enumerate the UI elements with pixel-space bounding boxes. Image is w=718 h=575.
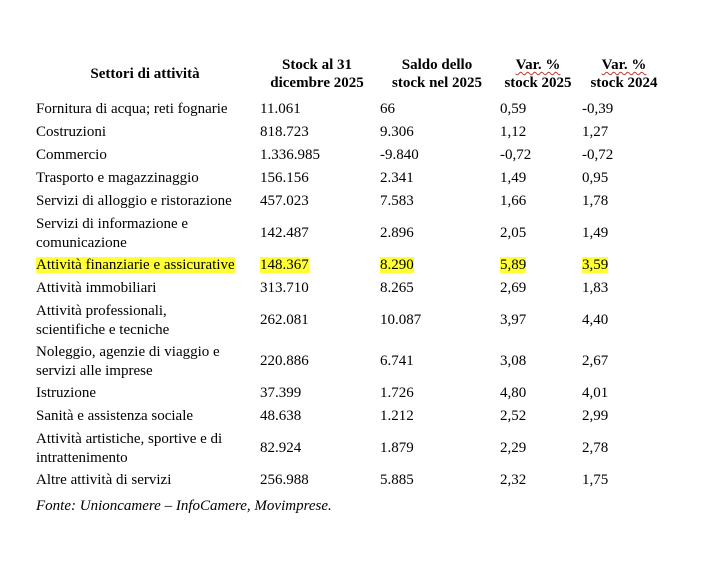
- cell-saldo: [377, 167, 497, 190]
- cell-sector: [33, 254, 257, 277]
- cell-var-2025-text: 2,52: [500, 408, 527, 424]
- cell-sector: [33, 144, 257, 167]
- cell-var-2024-text: 1,78: [582, 193, 609, 209]
- cell-var-2025-text: -0,72: [500, 147, 532, 163]
- table-row: [33, 300, 669, 341]
- cell-saldo: [377, 469, 497, 492]
- cell-var-2024: [579, 254, 669, 277]
- cell-sector-line1: Sanità e assistenza sociale: [36, 408, 194, 424]
- cell-var-2025-text: 2,69: [500, 280, 527, 296]
- cell-var-2025-text: 2,29: [500, 440, 527, 456]
- cell-var-2024: [579, 428, 669, 469]
- cell-stock: [257, 213, 377, 254]
- cell-sector-line1: Costruzioni: [36, 124, 106, 140]
- cell-stock-text: 11.061: [260, 101, 301, 117]
- cell-sector-line1: Commercio: [36, 147, 107, 163]
- table-row: [33, 428, 669, 469]
- cell-var-2024: [579, 469, 669, 492]
- cell-stock-text: 142.487: [260, 225, 309, 241]
- cell-sector: [33, 469, 257, 492]
- cell-var-2025-text: 2,32: [500, 472, 527, 488]
- cell-sector: [33, 167, 257, 190]
- cell-saldo-text: 1.726: [380, 385, 414, 401]
- cell-var-2024: [579, 405, 669, 428]
- cell-saldo-text: 2.341: [380, 170, 414, 186]
- cell-saldo-text: 8.265: [380, 280, 414, 296]
- cell-saldo: [377, 382, 497, 405]
- cell-saldo-text: 8.290: [380, 257, 414, 273]
- cell-var-2025: [497, 254, 579, 277]
- table-header-row: [33, 50, 669, 98]
- cell-var-2025: [497, 341, 579, 382]
- cell-sector-line1: Attività artistiche, sportive e di: [36, 430, 223, 447]
- cell-sector: [33, 213, 257, 254]
- cell-sector-line1: Altre attività di servizi: [36, 472, 172, 488]
- cell-var-2024-text: 2,99: [582, 408, 609, 424]
- cell-stock-text: 37.399: [260, 385, 302, 401]
- cell-sector-line2: intrattenimento: [36, 449, 128, 466]
- cell-sector-line1: Servizi di alloggio e ristorazione: [36, 193, 232, 209]
- cell-saldo: [377, 300, 497, 341]
- cell-saldo: [377, 98, 497, 121]
- cell-var-2025-text: 1,12: [500, 124, 527, 140]
- cell-var-2024-text: -0,39: [582, 101, 614, 117]
- cell-stock-text: 148.367: [260, 257, 309, 273]
- cell-saldo-text: 7.583: [380, 193, 414, 209]
- cell-stock: [257, 98, 377, 121]
- cell-sector-line2: comunicazione: [36, 234, 127, 251]
- cell-sector-line1: Attività immobiliari: [36, 280, 157, 296]
- cell-var-2025: [497, 121, 579, 144]
- cell-var-2024: [579, 144, 669, 167]
- cell-stock: [257, 190, 377, 213]
- cell-var-2024: [579, 382, 669, 405]
- cell-saldo: [377, 428, 497, 469]
- cell-stock: [257, 469, 377, 492]
- cell-stock-text: 313.710: [260, 280, 309, 296]
- cell-var-2024: [579, 98, 669, 121]
- cell-var-2025-text: 4,80: [500, 385, 527, 401]
- cell-var-2024-text: 2,67: [582, 353, 609, 369]
- cell-saldo: [377, 121, 497, 144]
- cell-sector-line1: Attività finanziarie e assicurative: [36, 257, 235, 273]
- table-body: [33, 98, 669, 492]
- cell-var-2025: [497, 382, 579, 405]
- cell-sector-line1: Attività professionali,: [36, 302, 167, 319]
- cell-stock-text: 156.156: [260, 170, 309, 186]
- cell-saldo-text: 66: [380, 101, 395, 117]
- cell-stock: [257, 144, 377, 167]
- cell-var-2024: [579, 167, 669, 190]
- cell-saldo-text: 2.896: [380, 225, 414, 241]
- table-row: [33, 405, 669, 428]
- table-row: [33, 277, 669, 300]
- cell-stock-text: 818.723: [260, 124, 309, 140]
- cell-saldo-text: 1.879: [380, 440, 414, 456]
- table-row: [33, 341, 669, 382]
- table-row: [33, 469, 669, 492]
- cell-var-2025: [497, 428, 579, 469]
- sector-stock-table: [33, 50, 669, 492]
- cell-var-2025-text: 2,05: [500, 225, 527, 241]
- cell-saldo: [377, 190, 497, 213]
- table-row: [33, 121, 669, 144]
- cell-var-2024-text: 2,78: [582, 440, 609, 456]
- cell-var-2024: [579, 300, 669, 341]
- cell-stock: [257, 405, 377, 428]
- cell-sector: [33, 382, 257, 405]
- table-row: [33, 98, 669, 121]
- cell-var-2024: [579, 121, 669, 144]
- cell-saldo-text: 10.087: [380, 312, 422, 328]
- cell-stock: [257, 121, 377, 144]
- cell-var-2024-text: 4,40: [582, 312, 609, 328]
- cell-stock-text: 82.924: [260, 440, 302, 456]
- cell-saldo-text: 9.306: [380, 124, 414, 140]
- cell-sector: [33, 190, 257, 213]
- cell-var-2024: [579, 213, 669, 254]
- cell-saldo: [377, 213, 497, 254]
- table-row: [33, 254, 669, 277]
- header-sector: Settori di attività: [90, 66, 200, 82]
- cell-var-2025-text: 3,97: [500, 312, 527, 328]
- cell-var-2024-text: -0,72: [582, 147, 614, 163]
- cell-saldo-text: 5.885: [380, 472, 414, 488]
- cell-var-2025: [497, 213, 579, 254]
- cell-sector-line2: scientifiche e tecniche: [36, 321, 170, 338]
- cell-saldo: [377, 405, 497, 428]
- cell-var-2025: [497, 277, 579, 300]
- cell-var-2025: [497, 469, 579, 492]
- cell-var-2024-text: 1,49: [582, 225, 609, 241]
- cell-sector: [33, 98, 257, 121]
- cell-saldo: [377, 277, 497, 300]
- cell-stock-text: 262.081: [260, 312, 309, 328]
- cell-var-2024: [579, 190, 669, 213]
- cell-var-2024-text: 4,01: [582, 385, 609, 401]
- cell-var-2024-text: 3,59: [582, 257, 609, 273]
- cell-stock-text: 48.638: [260, 408, 302, 424]
- cell-stock: [257, 254, 377, 277]
- cell-saldo: [377, 254, 497, 277]
- table-row: [33, 213, 669, 254]
- cell-saldo: [377, 144, 497, 167]
- cell-sector: [33, 277, 257, 300]
- cell-var-2025-text: 1,49: [500, 170, 527, 186]
- cell-stock: [257, 382, 377, 405]
- table-row: [33, 167, 669, 190]
- cell-sector-line1: Servizi di informazione e: [36, 215, 189, 232]
- cell-sector: [33, 341, 257, 382]
- cell-var-2025-text: 0,59: [500, 101, 527, 117]
- cell-var-2025: [497, 190, 579, 213]
- header-saldo: Saldo dello stock nel 2025: [392, 57, 482, 91]
- source-note: Fonte: Unioncamere – InfoCamere, Movimprese.: [36, 498, 332, 514]
- cell-saldo-text: 6.741: [380, 353, 414, 369]
- cell-var-2025-text: 5,89: [500, 257, 527, 273]
- cell-var-2024-text: 0,95: [582, 170, 609, 186]
- cell-sector: [33, 300, 257, 341]
- header-var-2024: Var. % stock 2024: [590, 57, 658, 91]
- table-row: [33, 190, 669, 213]
- cell-sector-line1: Noleggio, agenzie di viaggio e: [36, 343, 220, 360]
- cell-var-2025: [497, 300, 579, 341]
- header-stock: Stock al 31 dicembre 2025: [270, 57, 364, 91]
- cell-var-2024: [579, 277, 669, 300]
- cell-var-2024-text: 1,75: [582, 472, 609, 488]
- cell-stock-text: 1.336.985: [260, 147, 320, 163]
- cell-var-2025: [497, 167, 579, 190]
- table-row: [33, 144, 669, 167]
- header-var-2025: Var. % stock 2025: [504, 57, 572, 91]
- cell-sector-line1: Trasporto e magazzinaggio: [36, 170, 199, 186]
- cell-saldo-text: -9.840: [380, 147, 419, 163]
- cell-sector-line1: Fornitura di acqua; reti fognarie: [36, 101, 228, 117]
- table-row: [33, 382, 669, 405]
- cell-sector: [33, 121, 257, 144]
- cell-var-2025: [497, 144, 579, 167]
- cell-sector: [33, 405, 257, 428]
- cell-saldo-text: 1.212: [380, 408, 414, 424]
- cell-stock: [257, 277, 377, 300]
- cell-stock: [257, 341, 377, 382]
- cell-var-2024-text: 1,83: [582, 280, 609, 296]
- cell-stock: [257, 428, 377, 469]
- cell-var-2024-text: 1,27: [582, 124, 609, 140]
- cell-stock-text: 220.886: [260, 353, 309, 369]
- cell-saldo: [377, 341, 497, 382]
- cell-sector-line1: Istruzione: [36, 385, 96, 401]
- cell-var-2025: [497, 405, 579, 428]
- cell-var-2025-text: 1,66: [500, 193, 527, 209]
- cell-sector-line2: servizi alle imprese: [36, 362, 153, 379]
- cell-stock-text: 256.988: [260, 472, 309, 488]
- cell-sector: [33, 428, 257, 469]
- cell-stock-text: 457.023: [260, 193, 309, 209]
- cell-stock: [257, 167, 377, 190]
- cell-var-2025-text: 3,08: [500, 353, 527, 369]
- cell-stock: [257, 300, 377, 341]
- cell-var-2025: [497, 98, 579, 121]
- cell-var-2024: [579, 341, 669, 382]
